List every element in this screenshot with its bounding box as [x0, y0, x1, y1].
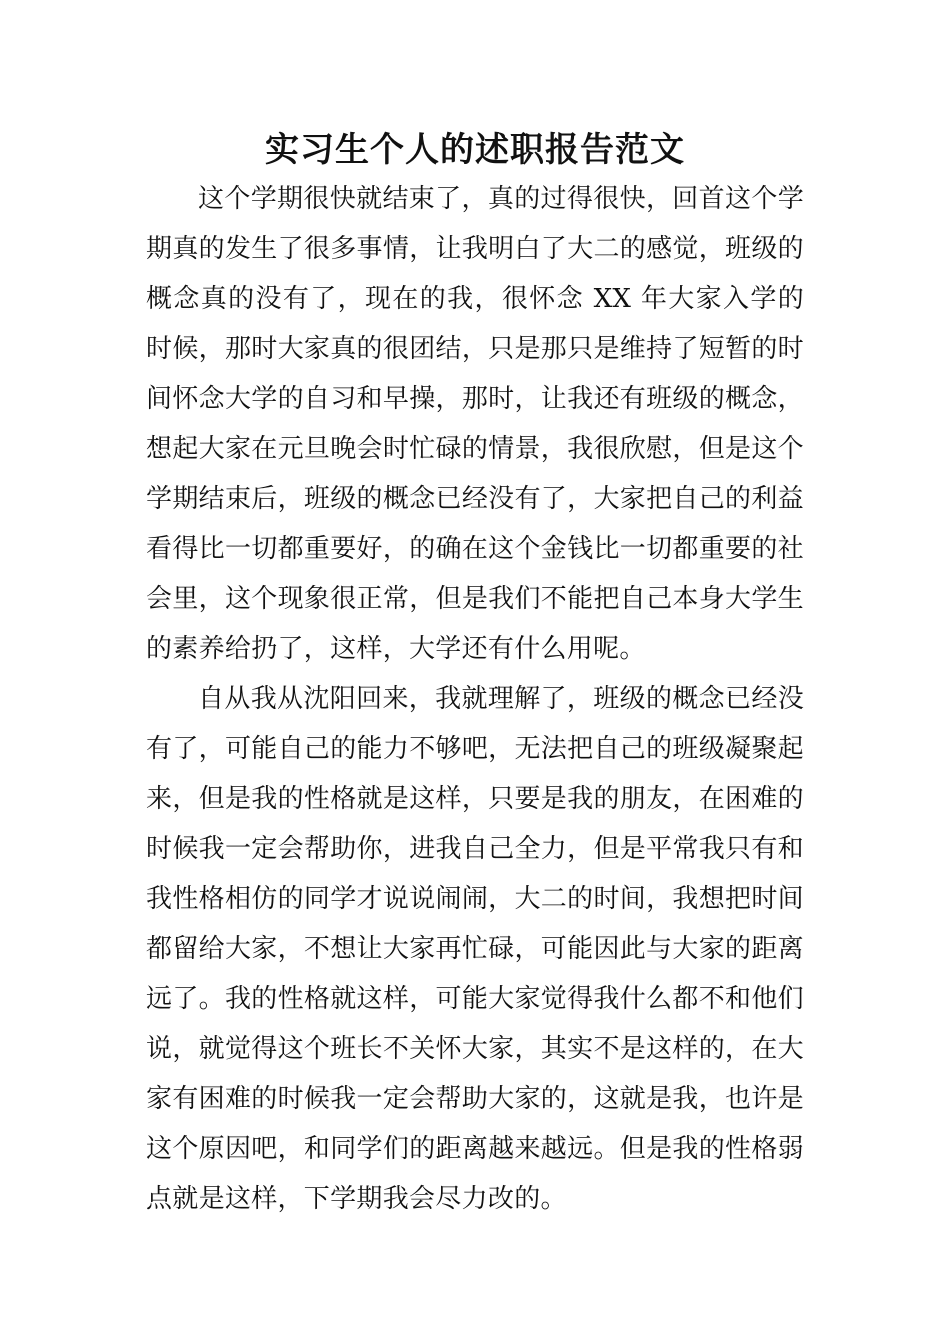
document-title: 实习生个人的述职报告范文 — [265, 130, 685, 170]
document-body — [146, 174, 804, 1224]
paragraph-2: 自从我从沈阳回来，我就理解了，班级的概念已经没有了，可能自己的能力不够吧，无法把自己的班级凝聚起来，但是我的性格就是这样，只要是我的朋友，在困难的时候我一定会帮助你，进我自己全力，但是平常我只有和我性格相仿的同学才说说闹闹，大二的时间，我想把时间都留给大家，不想让大家再忙碌，可能因此与大家的距离远了。我的性格就这样，可能大家觉得我什么都不和他们说，就觉得这个班长不关怀大家，其实不是这样的，在大家有困难的时候我一定会帮助大家的，这就是我，也许是这个原因吧，和同学们的距离越来越远。但是我的性格弱点就是这样，下学期我会尽力改的。 — [146, 684, 804, 1214]
paragraph-1: 这个学期很快就结束了，真的过得很快，回首这个学期真的发生了很多事情，让我明白了大二的感觉，班级的概念真的没有了，现在的我，很怀念 XX 年大家入学的时候，那时大家真的很团结，只是那只是维持了短暂的时间怀念大学的自习和早操，那时，让我还有班级的概念，想起大家在元旦晚会时忙碌的情景，我很欣慰，但是这个学期结束后，班级的概念已经没有了，大家把自己的利益看得比一切都重要好，的确在这个金钱比一切都重要的社会里，这个现象很正常，但是我们不能把自己本身大学生的素养给扔了，这样，大学还有什么用呢。 — [146, 184, 804, 664]
